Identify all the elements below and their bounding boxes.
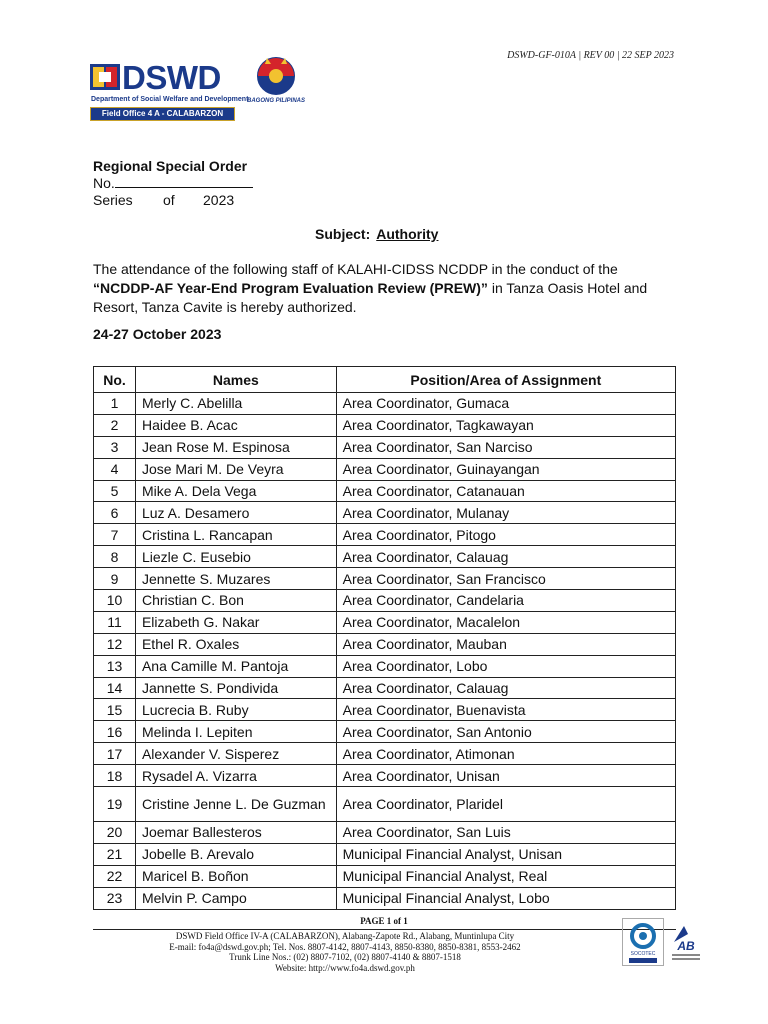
footer-address xyxy=(120,931,570,973)
row-name: Maricel B. Boñon xyxy=(135,865,336,887)
footer-line-2: E-mail: fo4a@dswd.gov.ph; Tel. Nos. 8807-4142, 8807-4143, 8850-8380, 8850-8381, 8553-2462 xyxy=(169,941,521,952)
ab-accreditation-icon xyxy=(668,920,704,964)
row-position: Area Coordinator, Guinayangan xyxy=(336,458,675,480)
dswd-logo xyxy=(90,59,249,120)
table-row xyxy=(94,480,676,502)
row-number: 2 xyxy=(94,414,136,436)
table-row xyxy=(94,546,676,568)
row-name: Christian C. Bon xyxy=(135,590,336,612)
row-number: 15 xyxy=(94,699,136,721)
row-name: Cristina L. Rancapan xyxy=(135,524,336,546)
order-number-label: No. xyxy=(93,175,115,191)
table-row xyxy=(94,633,676,655)
row-number: 17 xyxy=(94,743,136,765)
series-year: 2023 xyxy=(203,192,235,208)
series-line xyxy=(93,192,253,209)
subject-value: Authority xyxy=(376,226,439,242)
row-position: Area Coordinator, Tagkawayan xyxy=(336,414,675,436)
row-position: Area Coordinator, Atimonan xyxy=(336,743,675,765)
table-row xyxy=(94,699,676,721)
body-paragraph xyxy=(93,260,683,317)
row-position: Area Coordinator, San Francisco xyxy=(336,568,675,590)
row-name: Haidee B. Acac xyxy=(135,414,336,436)
table-row xyxy=(94,524,676,546)
row-number: 1 xyxy=(94,393,136,415)
row-position: Area Coordinator, Candelaria xyxy=(336,590,675,612)
table-row xyxy=(94,611,676,633)
document-code: DSWD-GF-010A | REV 00 | 22 SEP 2023 xyxy=(507,50,674,61)
order-block xyxy=(93,158,253,209)
table-body xyxy=(94,393,676,910)
table-row xyxy=(94,787,676,822)
order-title: Regional Special Order xyxy=(93,158,248,174)
order-number-line xyxy=(93,175,253,192)
row-name: Melinda I. Lepiten xyxy=(135,721,336,743)
row-number: 3 xyxy=(94,436,136,458)
table-row xyxy=(94,887,676,909)
row-position: Area Coordinator, Pitogo xyxy=(336,524,675,546)
row-name: Liezle C. Eusebio xyxy=(135,546,336,568)
table-row xyxy=(94,765,676,787)
row-position: Area Coordinator, San Luis xyxy=(336,822,675,844)
row-position: Area Coordinator, Gumaca xyxy=(336,393,675,415)
series-of: of xyxy=(163,192,175,208)
body-intro: The attendance of the following staff of KALAHI-CIDSS NCDDP in the conduct of the xyxy=(93,261,618,277)
row-number: 7 xyxy=(94,524,136,546)
row-number: 10 xyxy=(94,590,136,612)
row-number: 11 xyxy=(94,611,136,633)
logo-wordmark: DSWD xyxy=(122,59,221,96)
row-number: 16 xyxy=(94,721,136,743)
row-name: Ana Camille M. Pantoja xyxy=(135,655,336,677)
row-name: Ethel R. Oxales xyxy=(135,633,336,655)
row-number: 18 xyxy=(94,765,136,787)
bagong-pilipinas-label: BAGONG PILIPINAS xyxy=(246,98,305,104)
event-title: “NCDDP-AF Year-End Program Evaluation Review (PREW)” xyxy=(93,280,488,296)
row-number: 19 xyxy=(94,787,136,822)
footer-line-3: Trunk Line Nos.: (02) 8807-7102, (02) 8807-4140 & 8807-1518 xyxy=(229,952,461,962)
table-row xyxy=(94,590,676,612)
footer-divider xyxy=(93,929,676,930)
row-name: Jobelle B. Arevalo xyxy=(135,843,336,865)
row-name: Luz A. Desamero xyxy=(135,502,336,524)
row-position: Area Coordinator, Mauban xyxy=(336,633,675,655)
table-row xyxy=(94,721,676,743)
row-position: Area Coordinator, Unisan xyxy=(336,765,675,787)
row-number: 4 xyxy=(94,458,136,480)
table-row xyxy=(94,393,676,415)
row-number: 14 xyxy=(94,677,136,699)
row-position: Area Coordinator, Calauag xyxy=(336,677,675,699)
header-names: Names xyxy=(135,367,336,393)
row-name: Jennette S. Muzares xyxy=(135,568,336,590)
row-number: 13 xyxy=(94,655,136,677)
field-office-banner: Field Office 4 A - CALABARZON xyxy=(90,107,235,121)
row-number: 8 xyxy=(94,546,136,568)
row-name: Melvin P. Campo xyxy=(135,887,336,909)
row-name: Cristine Jenne L. De Guzman xyxy=(135,787,336,822)
body-rest: in Tanza Oasis Hotel and Resort, Tanza Cavite is hereby authorized. xyxy=(93,280,648,315)
row-name: Mike A. Dela Vega xyxy=(135,480,336,502)
header-no: No. xyxy=(94,367,136,393)
table-row xyxy=(94,502,676,524)
row-number: 23 xyxy=(94,887,136,909)
table-row xyxy=(94,436,676,458)
row-position: Municipal Financial Analyst, Real xyxy=(336,865,675,887)
staff-table xyxy=(93,366,676,910)
table-row xyxy=(94,458,676,480)
subject-label: Subject: xyxy=(315,226,371,242)
row-position: Area Coordinator, San Narciso xyxy=(336,436,675,458)
row-name: Jose Mari M. De Veyra xyxy=(135,458,336,480)
ab-label: AB xyxy=(677,939,695,953)
row-position: Area Coordinator, Calauag xyxy=(336,546,675,568)
row-name: Jannette S. Pondivida xyxy=(135,677,336,699)
row-name: Rysadel A. Vizarra xyxy=(135,765,336,787)
table-header-row xyxy=(94,367,676,393)
row-number: 21 xyxy=(94,843,136,865)
row-position: Area Coordinator, Buenavista xyxy=(336,699,675,721)
row-number: 20 xyxy=(94,822,136,844)
event-date: 24-27 October 2023 xyxy=(93,326,222,342)
footer-line-4: Website: http://www.fo4a.dswd.gov.ph xyxy=(275,962,415,973)
row-position: Area Coordinator, Mulanay xyxy=(336,502,675,524)
row-name: Elizabeth G. Nakar xyxy=(135,611,336,633)
row-position: Area Coordinator, Lobo xyxy=(336,655,675,677)
table-row xyxy=(94,677,676,699)
order-number-blank xyxy=(115,175,253,188)
row-position: Area Coordinator, Macalelon xyxy=(336,611,675,633)
row-number: 9 xyxy=(94,568,136,590)
row-position: Area Coordinator, Plaridel xyxy=(336,787,675,822)
row-name: Merly C. Abelilla xyxy=(135,393,336,415)
table-row xyxy=(94,743,676,765)
row-position: Municipal Financial Analyst, Unisan xyxy=(336,843,675,865)
header-position: Position/Area of Assignment xyxy=(336,367,675,393)
table-row xyxy=(94,655,676,677)
socotec-label: SOCOTEC xyxy=(630,951,656,957)
socotec-certification-icon xyxy=(622,918,664,966)
logo-subtitle: Department of Social Welfare and Development xyxy=(91,96,249,103)
table-row xyxy=(94,822,676,844)
subject-line xyxy=(315,226,438,242)
row-position: Area Coordinator, Catanauan xyxy=(336,480,675,502)
row-number: 6 xyxy=(94,502,136,524)
row-number: 5 xyxy=(94,480,136,502)
page-number: PAGE 1 of 1 xyxy=(360,916,408,926)
series-label: Series xyxy=(93,192,133,208)
table-row xyxy=(94,865,676,887)
dswd-emblem-icon xyxy=(90,64,120,90)
row-name: Joemar Ballesteros xyxy=(135,822,336,844)
row-name: Lucrecia B. Ruby xyxy=(135,699,336,721)
row-number: 12 xyxy=(94,633,136,655)
table-row xyxy=(94,414,676,436)
row-position: Municipal Financial Analyst, Lobo xyxy=(336,887,675,909)
table-row xyxy=(94,843,676,865)
row-name: Jean Rose M. Espinosa xyxy=(135,436,336,458)
footer-line-1: DSWD Field Office IV-A (CALABARZON), Alabang-Zapote Rd., Alabang, Muntinlupa City xyxy=(175,931,515,941)
row-position: Area Coordinator, San Antonio xyxy=(336,721,675,743)
table-row xyxy=(94,568,676,590)
row-name: Alexander V. Sisperez xyxy=(135,743,336,765)
row-number: 22 xyxy=(94,865,136,887)
